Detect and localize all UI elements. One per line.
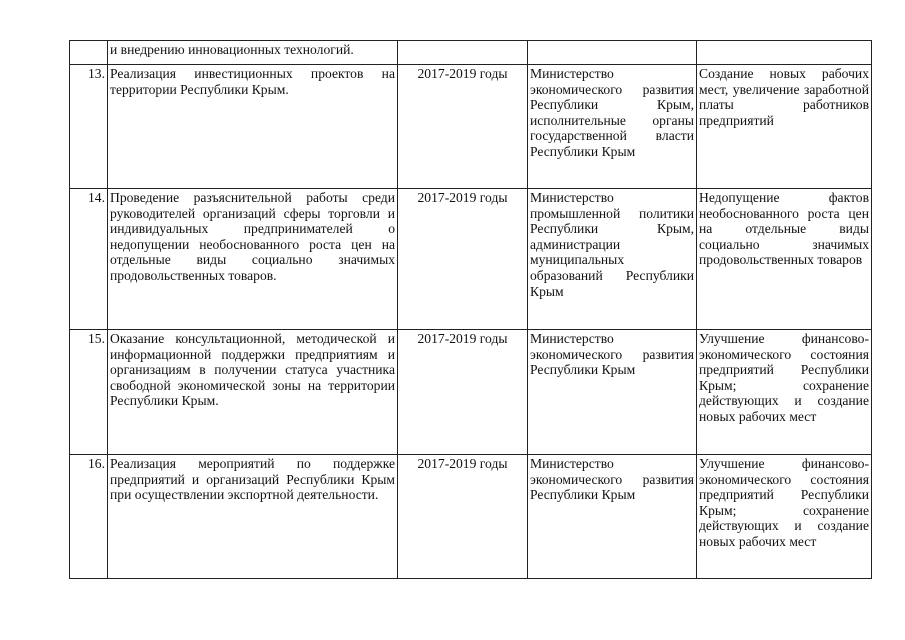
cell-result [697, 189, 872, 330]
cell-num [70, 330, 108, 455]
table-row [70, 65, 872, 189]
cell-term [398, 65, 528, 189]
measure-result: Недопущение фактов необоснованного роста цен на отдельные виды социально значимых продовольственных товаров [699, 190, 869, 268]
cell-executor [528, 189, 697, 330]
cell-executor [528, 330, 697, 455]
cell-term [398, 189, 528, 330]
row-number: 13. [88, 66, 105, 81]
row-number: 15. [88, 331, 105, 346]
measure-name: Реализация инвестиционных проектов на территории Республики Крым. [110, 66, 395, 97]
cell-num [70, 65, 108, 189]
cell-term [398, 455, 528, 579]
row-number: 16. [88, 456, 105, 471]
cell-executor-empty [528, 41, 697, 65]
measure-name: Реализация мероприятий по поддержке предприятий и организаций Республики Крым при осуществлении экспортной деятельности. [110, 456, 395, 503]
cell-executor [528, 455, 697, 579]
measure-executor: Министерство экономического развития Республики Крым [530, 331, 694, 378]
table-row [70, 330, 872, 455]
row-number: 14. [88, 190, 105, 205]
cell-executor [528, 65, 697, 189]
measure-executor: Министерство экономического развития Республики Крым [530, 456, 694, 503]
measure-result: Улучшение финансово-экономического состояния предприятий Республики Крым; сохранение действующих и создание новых рабочих мест [699, 456, 869, 549]
cell-result [697, 455, 872, 579]
measure-executor: Министерство экономического развития Республики Крым, исполнительные органы государственной власти Республики Крым [530, 66, 694, 159]
cell-result [697, 65, 872, 189]
cell-name [108, 65, 398, 189]
cell-name [108, 41, 398, 65]
cell-num [70, 455, 108, 579]
table-row-continued [70, 41, 872, 65]
cell-name [108, 455, 398, 579]
cell-result [697, 330, 872, 455]
cell-name [108, 189, 398, 330]
cell-term [398, 330, 528, 455]
cell-num-empty [70, 41, 108, 65]
measure-result: Улучшение финансово-экономического состояния предприятий Республики Крым; сохранение действующих и создание новых рабочих мест [699, 331, 869, 424]
cell-name [108, 330, 398, 455]
measure-name: Проведение разъяснительной работы среди руководителей организаций сферы торговли и индивидуальных предпринимателей о недопущении необоснованного роста цен на отдельные виды социально значимых продовольственных товаров. [110, 190, 395, 283]
measure-result: Создание новых рабочих мест, увеличение заработной платы работников предприятий [699, 66, 869, 128]
cell-result-empty [697, 41, 872, 65]
measure-term: 2017-2019 годы [417, 331, 508, 346]
measure-name: Оказание консультационной, методической и информационной поддержки предприятиям и организациям в получении статуса участника свободной экономической зоны на территории Республики Крым. [110, 331, 395, 409]
measures-table [69, 40, 872, 579]
table-row [70, 455, 872, 579]
cell-term-empty [398, 41, 528, 65]
table-row [70, 189, 872, 330]
cell-num [70, 189, 108, 330]
cell-name-text: и внедрению инновационных технологий. [110, 42, 354, 57]
measure-executor: Министерство промышленной политики Республики Крым, администрации муниципальных образований Республики Крым [530, 190, 694, 299]
measure-term: 2017-2019 годы [417, 190, 508, 205]
measure-term: 2017-2019 годы [417, 66, 508, 81]
measure-term: 2017-2019 годы [417, 456, 508, 471]
